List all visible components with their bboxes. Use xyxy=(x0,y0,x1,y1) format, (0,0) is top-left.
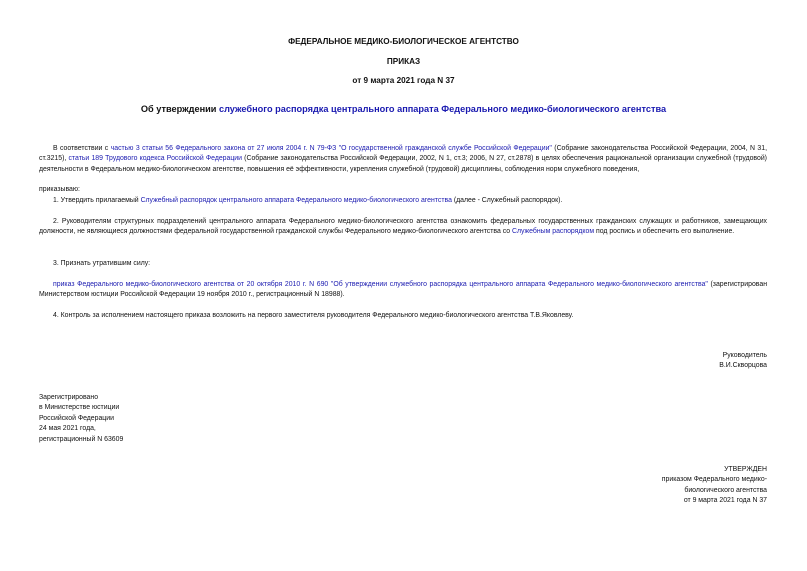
item-2-text-1: 2. Руководителям структурных подразделений центрального аппарата Федерального медико-биологического агентства ознакомить федеральных государственных гражданских служащих и работников, замещающих должности, не являющиеся должностями федеральной государственной гражданской службы Федерального медико-биологического агентства со xyxy=(39,218,767,236)
order-690-link[interactable]: приказ Федерального медико-биологического агентства от 20 октября 2010 г. N 690 "Об утверждении служебного распорядка центрального аппарата Федерального медико-биологического агентства" xyxy=(53,281,708,288)
agency-name: ФЕДЕРАЛЬНОЕ МЕДИКО-БИОЛОГИЧЕСКОЕ АГЕНТСТВО xyxy=(288,37,519,46)
approval-line: УТВЕРЖДЕН xyxy=(724,466,767,473)
preamble-text-2: (Собрание законодательства Российской Федерации, 2004, N 31, ст.3215), xyxy=(39,145,768,163)
approval-line: приказом Федерального медико- xyxy=(661,476,767,484)
signature-position: Руководитель xyxy=(722,352,767,359)
preamble-text-3: (Собрание законодательства Российской Федерации, 2002, N 1, ст.3; 2006, N 27, ст.2878) в целях обеспечения рациональной организации служебной (трудовой) деятельности в Федеральном медико-биологическом агентстве, повышения её эффективности, укрепления служебной (трудовой) дисциплины, соблюдения норм служебного поведения, xyxy=(39,155,767,173)
item-3-heading: 3. Признать утратившим силу: xyxy=(53,260,151,267)
signature-block xyxy=(719,351,767,372)
approval-line: биологического агентства xyxy=(684,486,767,494)
doc-type: ПРИКАЗ xyxy=(386,57,421,66)
item-3-paragraph xyxy=(39,280,767,301)
registration-block xyxy=(39,393,123,445)
preamble-text-1: В соответствии с xyxy=(53,145,111,152)
title-link[interactable]: служебного распорядка центрального аппарата Федерального медико-биологического агентства xyxy=(218,104,667,114)
service-schedule-ref-link[interactable]: Служебным распорядком xyxy=(512,228,595,236)
item-1-text-2: (далее - Служебный распорядок). xyxy=(451,197,563,204)
item-2-text-2: под роспись и обеспечить его выполнение. xyxy=(594,228,735,236)
item-4-paragraph: 4. Контроль за исполнением настоящего приказа возложить на первого заместителя руководителя Федерального медико-биологического агентства Т.В.Яковлеву. xyxy=(53,312,574,319)
item-1-text-1: 1. Утвердить прилагаемый xyxy=(53,197,141,204)
labor-code-link[interactable]: статьи 189 Трудового кодекса Российской Федерации xyxy=(68,155,242,163)
approval-block xyxy=(662,465,767,507)
signature-name: В.И.Скворцова xyxy=(719,362,767,370)
preamble-paragraph xyxy=(39,144,767,175)
registration-line: Зарегистрировано xyxy=(39,394,99,401)
service-schedule-link[interactable]: Служебный распорядок центрального аппарата Федерального медико-биологического агентства xyxy=(140,197,452,204)
title-prefix: Об утверждении xyxy=(140,104,219,114)
registration-line: регистрационный N 63609 xyxy=(39,435,124,443)
item-1-paragraph xyxy=(39,196,767,206)
doc-date-number: от 9 марта 2021 года N 37 xyxy=(352,76,455,85)
order-word: приказываю: xyxy=(39,186,80,193)
registration-line: Российской Федерации xyxy=(39,414,114,422)
registration-line: 24 мая 2021 года, xyxy=(39,425,96,433)
registration-line: в Министерстве юстиции xyxy=(39,404,120,412)
law-79-fz-link[interactable]: частью 3 статьи 56 Федерального закона от 27 июля 2004 г. N 79-ФЗ "О государственной гражданской службе Российской Федерации" xyxy=(110,145,552,152)
page-title xyxy=(0,104,807,114)
item-3-text-2: (зарегистрирован Министерством юстиции Российской Федерации 19 ноября 2010 г., регистрационный N 18988). xyxy=(39,281,767,299)
item-2-paragraph xyxy=(39,217,767,238)
approval-line: от 9 марта 2021 года N 37 xyxy=(683,497,767,505)
